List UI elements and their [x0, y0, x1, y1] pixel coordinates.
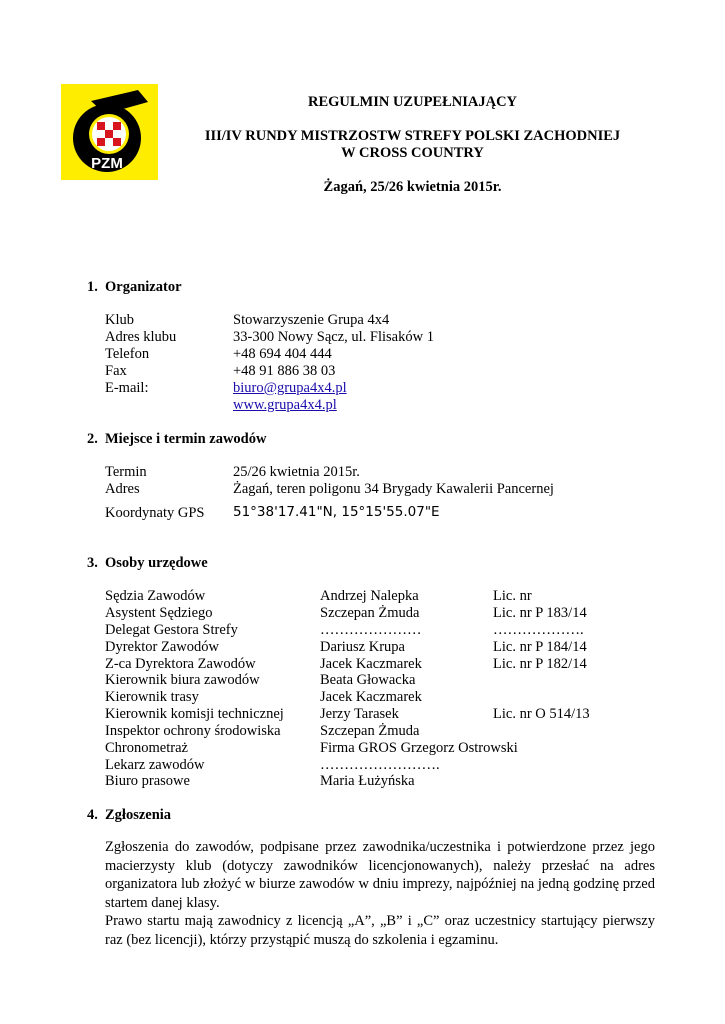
- official-row: Delegat Gestora Strefy ………………… ……………….: [105, 622, 584, 638]
- official-row: Sędzia Zawodów Andrzej Nalepka Lic. nr: [105, 588, 532, 604]
- official-row: Z-ca Dyrektora Zawodów Jacek Kaczmarek Lic. nr P 182/14: [105, 656, 587, 672]
- gps-coordinates: 51°38'17.41"N, 15°15'55.07"E: [233, 504, 440, 520]
- official-row: Asystent Sędziego Szczepan Żmuda Lic. nr P 183/14: [105, 605, 587, 621]
- pzm-logo: [61, 84, 158, 180]
- section-2-heading: 2. Miejsce i termin zawodów: [87, 431, 267, 447]
- place-row: Adres Żagań, teren poligonu 34 Brygady Kawalerii Pancernej: [105, 481, 554, 497]
- section-4-heading: 4. Zgłoszenia: [87, 807, 172, 823]
- doc-title: REGULMIN UZUPEŁNIAJĄCY: [307, 94, 518, 110]
- organizer-row: Telefon +48 694 404 444: [105, 346, 332, 362]
- doc-place-date: Żagań, 25/26 kwietnia 2015r.: [323, 179, 502, 195]
- official-row: Chronometraż Firma GROS Grzegorz Ostrowski: [105, 740, 518, 756]
- official-row: Inspektor ochrony środowiska Szczepan Żmuda: [105, 723, 420, 739]
- official-row: Kierownik komisji technicznej Jerzy Tarasek Lic. nr O 514/13: [105, 706, 590, 722]
- registration-paragraph-2: Prawo startu mają zawodnicy z licencją „A”, „B” i „C” oraz uczestnicy startujący pierwszy raz (bez licencji), którzy przystąpić muszą do szkolenia i egzaminu.: [105, 913, 655, 948]
- email-link[interactable]: biuro@grupa4x4.pl: [233, 380, 347, 396]
- organizer-row: E-mail: biuro@grupa4x4.pl: [105, 380, 347, 396]
- official-row: Kierownik biura zawodów Beata Głowacka: [105, 672, 416, 688]
- registration-text: [105, 838, 655, 950]
- section-3-heading: 3. Osoby urzędowe: [87, 555, 208, 571]
- section-1-heading: 1. Organizator: [87, 279, 182, 295]
- organizer-row: Adres klubu 33-300 Nowy Sącz, ul. Flisaków 1: [105, 329, 434, 345]
- official-row: Biuro prasowe Maria Łużyńska: [105, 773, 415, 789]
- organizer-row: Fax +48 91 886 38 03: [105, 363, 336, 379]
- official-row: Dyrektor Zawodów Dariusz Krupa Lic. nr P 184/14: [105, 639, 587, 655]
- organizer-row: [105, 397, 665, 414]
- registration-paragraph-1: Zgłoszenia do zawodów, podpisane przez zawodnika/uczestnika i potwierdzone przez jego macierzysty klub (dotyczy zawodników licencjonowanych), należy przesłać na adres organizatora lub złożyć w biurze zawodów w dniu imprezy, najpóźniej na jedną godzinę przed startem danej klasy.: [105, 839, 655, 911]
- website-link[interactable]: www.grupa4x4.pl: [233, 397, 337, 413]
- doc-subtitle-1: III/IV RUNDY MISTRZOSTW STREFY POLSKI ZACHODNIEJ: [204, 128, 621, 144]
- official-row: Kierownik trasy Jacek Kaczmarek: [105, 689, 422, 705]
- doc-subtitle-2: W CROSS COUNTRY: [341, 145, 484, 161]
- place-row: Termin 25/26 kwietnia 2015r.: [105, 464, 360, 480]
- place-row: Koordynaty GPS 51°38'17.41"N, 15°15'55.07"E: [105, 504, 440, 521]
- logo-text: PZM: [91, 155, 123, 172]
- organizer-row: Klub Stowarzyszenie Grupa 4x4: [105, 312, 390, 328]
- official-row: Lekarz zawodów …………………….: [105, 757, 440, 773]
